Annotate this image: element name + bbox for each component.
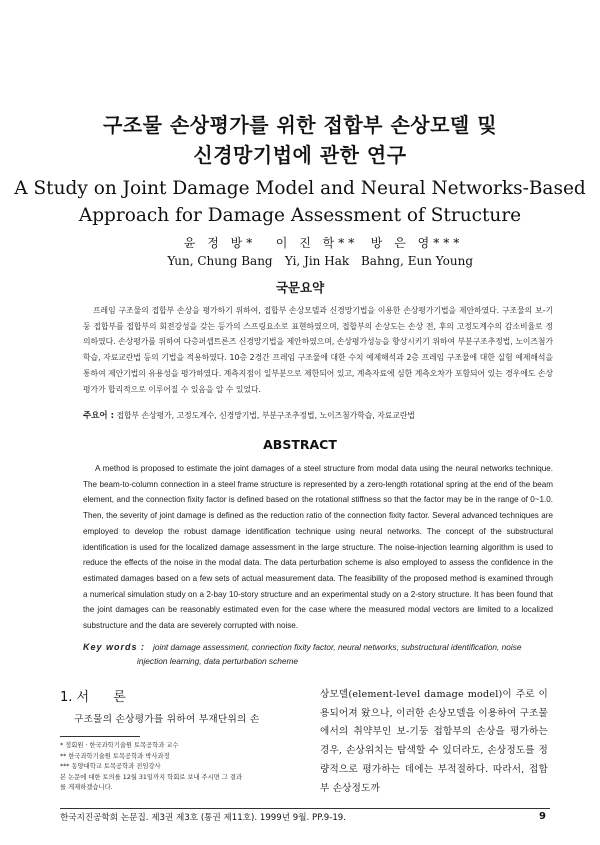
english-title — [0, 175, 600, 229]
english-title-line-1: A Study on Joint Damage Model and Neural Networks-Based — [14, 178, 586, 199]
intro-right-paragraph: 상모델(element-level damage model)이 주로 이용되어져 왔으나, 이러한 손상모델을 이용하여 구조물에서의 취약부인 보-기둥 접합부의 손상을 평가하는 경우, 손상위치는 탐색할 수 있더라도, 손상정도를 정량적으로 평가하는 데에는 부적절하다. 따라서, 접합부 손상정도까 — [320, 689, 548, 794]
footnote-4: 본 논문에 대한 토의를 12월 31일까지 학회로 보내 주시면 그 결과 — [60, 773, 243, 781]
english-abstract-text: A method is proposed to estimate the joint damages of a steel structure from modal data using the neural networks technique. The beam-to-column connection in a steel frame structure is represented by a zero-length rotational spring at the end of the beam element, and the connection fixity factor is defined based on the rotational stiffness so that the factor may be in the range of 0~1.0. Then, the severity of joint damage is defined as the reduction ratio of the connection fixity factor. Several advanced techniques are employed to develop the robust damage identification technique using neural networks. The concept of the substructural identification is used for the localized damage assessment in the large structure. The noise-injection learning algorithm is used to reduce the effects of the noise in the modal data. The data perturbation scheme is also employed to assess the confidence in the estimated damages based on a few sets of actual measurement data. The feasibility of the proposed method is examined through a numerical simulation study on a 2-bay 10-story structure and an experimental study on a 2-story structure. It has been found that the joint damages can be reasonably estimated even for the case where the measured modal vectors are limited to a localized substructure and the data are severely corrupted with noise. — [83, 464, 553, 631]
english-abstract-heading: ABSTRACT — [263, 437, 337, 452]
footnotes — [60, 741, 310, 794]
author-2-english-name: Yi, Jin Hak — [284, 254, 350, 268]
korean-keywords-list: 접합부 손상평가, 고정도계수, 신경망기법, 부분구조추정법, 노이즈첨가학습, 자료교란법 — [116, 411, 415, 420]
english-keywords-label: Key words : — [83, 642, 146, 652]
author-1-korean-name: 윤 정 방* — [183, 236, 257, 250]
korean-keywords-label: 주요어 : — [83, 411, 114, 421]
footer-divider — [60, 808, 550, 809]
section-1-number: 1. — [60, 690, 73, 705]
korean-abstract-text: 프레임 구조물의 접합부 손상을 평가하기 위하여, 접합부 손상모델과 신경망기법을 이용한 손상평가기법을 제안하였다. 구조물의 보-기둥 접합부를 접합부의 회전강성을 갖는 등가의 스프링요소로 표현하였으며, 접합부의 손상도는 손상 전, 후의 고정도계수의 감소비율로 정의하였다. 손상평가를 위하여 다층퍼셉트론즈 신경망기법을 제안하였으며, 손상평가성능을 향상시키기 위하여 부분구조추정법, 노이즈첨가학습, 자료교란법 등의 기법을 적용하였다. 10층 2경간 프레임 구조물에 대한 수치 예제해석과 2층 프레임 구조물에 대한 실험 예제해석을 통하여 제안기법의 유용성을 평가하였다. 계측지점이 일부분으로 제한되어 있고, 계측자료에 심한 계측오차가 포함되어 있는 경우에도 손상평가가 합리적으로 이루어질 수 있음을 알 수 있었다. — [83, 306, 553, 394]
footnote-3: *** 동양대학교 토목공학과 전임강사 — [60, 763, 161, 770]
journal-citation: 한국지진공학회 논문집. 제3권 제3호 (통권 제11호). 1999년 9월. PP.9-19. — [60, 813, 346, 823]
korean-title — [0, 110, 600, 170]
footnote-5: 를 게재하겠습니다. — [60, 784, 113, 791]
author-1-english-name: Yun, Chung Bang — [167, 254, 273, 268]
section-1-heading — [60, 686, 136, 705]
author-3 — [352, 234, 482, 270]
author-3-korean-name: 방 은 영*** — [370, 236, 464, 250]
korean-abstract-heading: 국문요약 — [275, 280, 325, 295]
english-keywords-line-2: injection learning, data perturbation scheme — [137, 656, 298, 666]
intro-left-paragraph: 구조물의 손상평가를 위하여 부재단위의 손 — [74, 714, 260, 725]
page-footer — [60, 811, 550, 823]
footnote-divider — [60, 736, 140, 737]
korean-title-line-2: 신경망기법에 관한 연구 — [193, 143, 407, 167]
footnote-2: ** 한국과학기술원 토목공학과 박사과정 — [60, 752, 170, 760]
korean-keywords — [83, 409, 553, 423]
english-title-line-2: Approach for Damage Assessment of Structure — [78, 205, 522, 226]
page-number: 9 — [539, 811, 546, 822]
english-keywords — [83, 640, 553, 668]
korean-title-line-1: 구조물 손상평가를 위한 접합부 손상모델 및 — [102, 113, 498, 137]
footnote-1: * 정회원 · 한국과학기술원 토목공학과 교수 — [60, 742, 179, 749]
section-1-title: 서 론 — [76, 690, 136, 705]
author-2-korean-name: 이 진 학** — [275, 236, 359, 250]
author-3-english-name: Bahng, Eun Young — [360, 254, 473, 268]
english-keywords-line-1: joint damage assessment, connection fixity factor, neural networks, substructural identification, noise — [153, 642, 522, 652]
